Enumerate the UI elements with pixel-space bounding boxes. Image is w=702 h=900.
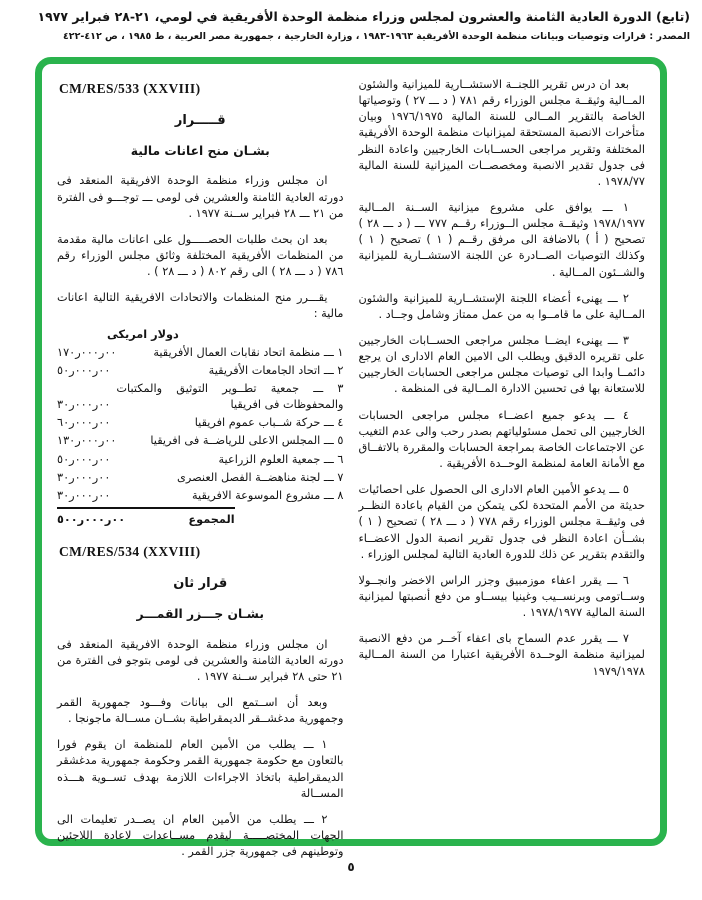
grant-row xyxy=(57,363,344,379)
source-citation: المصدر : قرارات وتوصيات وبيانات منظمة الوحدة الأفريقية ١٩٦٣-١٩٨٣ ، وزارة الخارجية ، جمهورية مصر العربية ، ط ١٩٨٥ ، ص ٤١٢-٤٢٢ xyxy=(62,30,690,42)
grant-label: ١ ـــ منظمة اتحاد نقابات العمال الأفريقية xyxy=(153,345,344,359)
resolution-533-title: قـــــرار xyxy=(174,113,226,129)
grant-row xyxy=(57,488,344,504)
grant-label: ٥ ـــ المجلس الاعلى للرياضــة فى افريقيا xyxy=(150,434,344,448)
grant-amount: ٣٠ر٠٠٠ر٠٠ xyxy=(57,398,111,412)
paragraph-item-1: ١ ـــ يوافق على مشروع ميزانية الســنة المــالية ١٩٧٨/١٩٧٧ وثيقــة مجلس الــوزراء رقــم ٧٧٧ ـــ ( د ـــ ٢٨ ) تصحيح ( أ ) بالاضافة الى مرفق رقــم ( ١ ) تصحيح ( ١ ) وكذلك التوصيات الصــادرة عن اللجنة الاستشــارية للميزانية والشــئون المــالية . xyxy=(358,200,645,279)
grant-row xyxy=(57,345,344,361)
grant-label: ٢ ـــ اتحاد الجامعات الأفريقية xyxy=(208,363,344,377)
grant-row xyxy=(57,415,344,431)
column-left xyxy=(57,77,344,859)
res533-paragraph-1: ان مجلس وزراء منظمة الوحدة الافريقية المنعقد فى دورته العادية الثامنة والعشرين فى لومى ـــ توجـــو فى الفترة من ٢١ ـــ ٢٨ فبراير ســنة ١٩٧٧ . xyxy=(57,174,344,220)
resolution-ref-533: CM/RES/533 (XXVIII) xyxy=(59,81,201,96)
grant-amount: ٥٠ر٠٠٠ر٠٠ xyxy=(57,452,111,466)
grant-row xyxy=(57,433,344,449)
grant-amount: ١٣٠ر٠٠٠ر٠٠ xyxy=(57,434,117,448)
paragraph-preamble: بعد ان درس تقرير اللجنــة الاستشــارية للميزانية والشئون المــالية وثيقــة مجلس الوزراء رقم ٧٨١ ( د ـــ ٢٧ ) وتوصياتها الخاصة بالتقرير المــالى للسنة المالية ١٩٧٦/١٩٧٥ وبيان متأخرات الانصبة المستحقة لميزانيات منظمة الوحدة الأفريقية المختلفة وتقرير مراجعى الحســابات الخارجيين واعادة النظر فى جدول تقدير الانصبة ومخصصــات الميزانية للسنة المالية ١٩٧٨/٧٧ . xyxy=(358,78,646,188)
grant-label: ٦ ـــ جمعية العلوم الزراعية xyxy=(218,452,344,466)
paragraph-item-3: ٣ ـــ يهنىء ايضــا مجلس مراجعى الحســابات الخارجيين على تقريره الدقيق ويطلب الى الامين العام الادارى ان يرجع دائمــا وابدا الى توصيات مجلس مراجعى الحسابات الخارجيين للاستعانة بها فى تحسين الادارة المــالية فى المنظمة . xyxy=(358,333,645,396)
grant-amount: ٦٠ر٠٠٠ر٠٠ xyxy=(57,416,111,430)
grants-total-row xyxy=(57,507,235,528)
grant-label: ٧ ـــ لجنة مناهضــة الفصل العنصرى xyxy=(177,470,344,484)
column-right xyxy=(359,77,646,829)
grant-amount: ١٧٠ر٠٠٠ر٠٠ xyxy=(57,345,117,359)
grant-label: ٨ ـــ مشروع الموسوعة الافريقية xyxy=(191,488,344,502)
res534-paragraph-3: ١ ـــ يطلب من الأمين العام للمنظمة ان يقوم فورا بالتعاون مع حكومة جمهورية القمر وحكومة جمهورية مدغشقر الديمقراطية باتخاذ الاجراءات اللازمة بهدف تســوية هـــذه المســالة xyxy=(57,738,344,800)
paragraph-item-7: ٧ ـــ يقرر عدم السماح باى اعفاء آخــر من دفع الانصبة لميزانية منظمة الوحــدة الأفريقية اعتبارا من السنة المــالية ١٩٧٩/١٩٧٨ xyxy=(358,632,645,678)
grant-amount: ٣٠ر٠٠٠ر٠٠ xyxy=(57,470,111,484)
currency-column-header: دولار امريكى xyxy=(107,327,179,341)
document-frame xyxy=(35,57,667,859)
resolution-534-title: قرار ثان xyxy=(173,576,228,592)
paragraph-item-2: ٢ ـــ يهنىء أعضاء اللجنة الإستشــارية للميزانية والشئون المــالية على ما قامــوا به من عمل ممتاز وشامل وجــاد . xyxy=(358,291,645,321)
total-label: المجموع xyxy=(188,512,235,526)
res534-paragraph-4: ٢ ـــ يطلب من الأمين العام ان يصــدر تعليمات الى الجهات المختصـــــة ليقدم مســاعدات لاعادة اللاجئين وتوطينهم فى جمهورية جزر القمر . xyxy=(57,812,344,859)
page-header xyxy=(30,8,690,43)
resolution-533-subtitle: بشـان منح اعانات مالية xyxy=(130,143,270,158)
paragraph-item-5: ٥ ـــ يدعو الأمين العام الادارى الى الحصول على احصائيات حديثة من الأمم المتحدة لكى يتمكن من القيام باعادة النظــر فى وثيقــة مجلس الوزراء رقم ٧٧٨ ( د ـــ ٢٨ ) تصحيح ( ١ ) بشــأن اعادة النظر فى جدول تقرير انصبة الدول الاعضــاء والتقدم بتقرير عن ذلك للدورة العادية التالية لمجلس الوزراء . xyxy=(358,483,645,561)
grant-label: ٤ ـــ حركة شــباب عموم افريقيا xyxy=(194,416,344,430)
paragraph-item-4: ٤ ـــ يدعو جميع اعضــاء مجلس مراجعى الحسابات الخارجيين الى تحمل مسئولياتهم بصدر رحب والى عدم التغيب عن الاجتماعات الخاصة بمراجعة الحسابات والمقررة بالاتفــاق مع الأمانة العامة لمنظمة الوحــدة الأفريقية . xyxy=(358,408,645,470)
paragraph-item-6: ٦ ـــ يقرر اعفاء موزمبيق وجزر الراس الاخضر وانجــولا وســاتومى وبرنســيب وغينيا بيســاو من دفع أنصبتها لميزانية السنة المالية ١٩٧٨/١٩٧٧ . xyxy=(358,573,645,620)
res534-paragraph-2: وبعد أن اســتمع الى بيانات وفـــود جمهورية القمر وجمهورية مدغشــقر الديمقراطية بشــان مســالة ماجونجا . xyxy=(57,696,344,726)
grant-amount: ٣٠ر٠٠٠ر٠٠ xyxy=(57,488,111,502)
grant-row xyxy=(57,452,344,468)
res533-paragraph-2: بعد ان بحث طلبات الحصـــــول على اعانات مالية مقدمة من المنظمات الأفريقية المختلفة وثائق مجلس الوزراء رقم ٧٨٦ ( د ـــ ٢٨ ) الى رقم ٨٠٢ ( د ـــ ٢٨ ) . xyxy=(57,232,344,279)
grant-label: ٣ ـــ جمعية تطــوير التوثيق والمكتبات والمحفوظات فى افريقيا xyxy=(116,382,344,412)
session-title: (تابع) الدورة العادية الثامنة والعشرون لمجلس وزراء منظمة الوحدة الأفريقية في لومي، ٢١-٢٨ فبراير ١٩٧٧ xyxy=(37,9,690,24)
resolution-534-subtitle: بشـان جـــزر القمـــر xyxy=(136,607,264,621)
resolution-ref-534: CM/RES/534 (XXVIII) xyxy=(59,544,201,560)
res534-paragraph-1: ان مجلس وزراء منظمة الوحدة الافريقية المنعقد فى دورته العادية الثامنة والعشرين فى لومى بتوجو فى الفترة من ٢١ حتى ٢٨ فبراير ســنة ١٩٧٧ . xyxy=(57,637,344,683)
grant-row xyxy=(57,381,344,413)
grant-amount: ٥٠ر٠٠٠ر٠٠ xyxy=(57,363,111,377)
grant-row xyxy=(57,470,344,486)
page-number: ٥ xyxy=(347,860,355,874)
res533-paragraph-3: يقـــرر منح المنظمات والاتحادات الافريقية التالية اعانات مالية : xyxy=(57,291,344,321)
grants-list xyxy=(57,345,344,504)
total-amount: ٥٠٠ر٠٠٠ر٠٠ xyxy=(57,512,126,526)
